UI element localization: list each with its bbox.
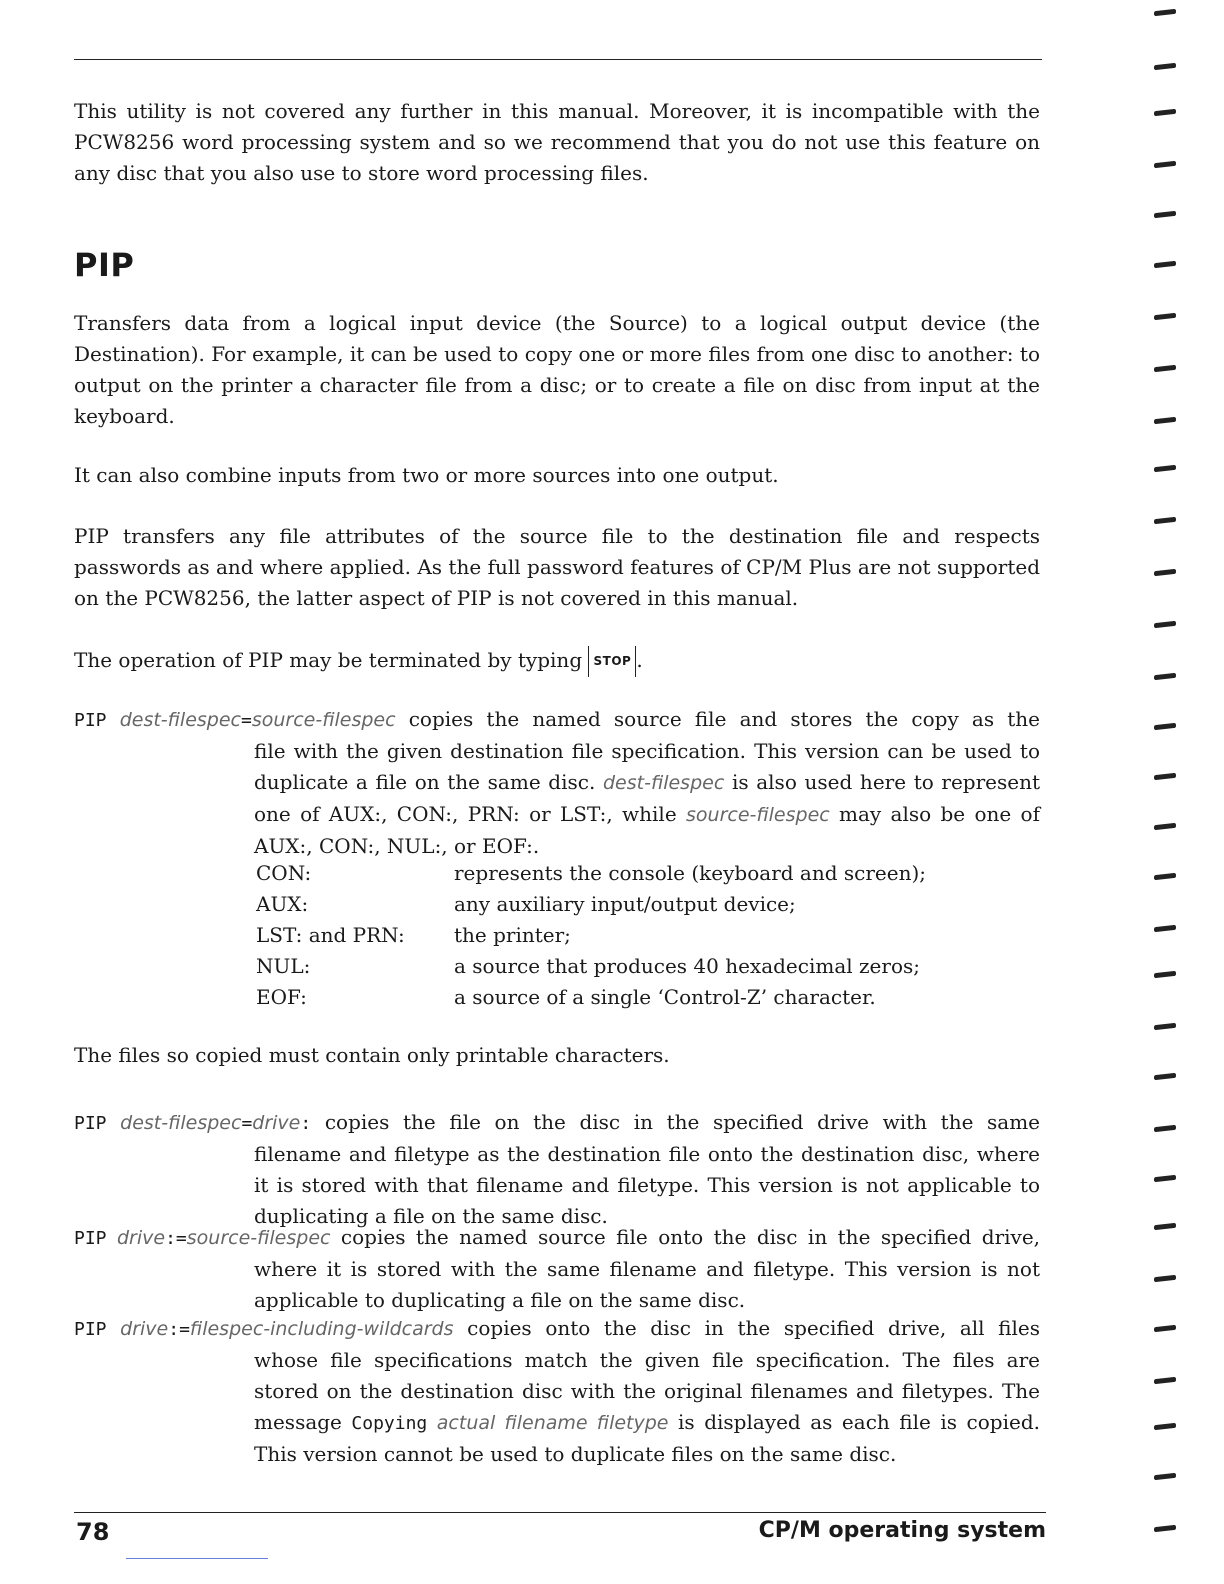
- terminate-text: The operation of PIP may be terminated by typing: [74, 648, 583, 672]
- command-description: whose file specifications match the given file specification. The files are stored on the destination disc with the original filenames and filetypes. The message: [254, 1348, 1040, 1434]
- command-description-start: copies the named source file onto the disc in the specified drive,: [340, 1225, 1041, 1249]
- command-description-sources: may also be one of AUX:, CON:, NUL:, or EOF:.: [254, 802, 1040, 858]
- command-description-start: copies the named source file and stores the copy as the: [408, 707, 1041, 731]
- command-keyword: PIP: [74, 1228, 107, 1249]
- device-row: [256, 858, 1036, 889]
- assign-symbol: =: [240, 710, 252, 731]
- argument-drive: drive: [252, 1112, 301, 1134]
- argument-source-filespec: source-filespec: [186, 1227, 331, 1249]
- pip-description: Transfers data from a logical input device (the Source) to a logical output device (the Destination). For example, it can be used to copy one or more files from one disc to another: to output on the printer a character file from a disc; or to create a file on disc from input at the keyboard.: [74, 311, 1040, 428]
- assign-symbol: :=: [168, 1319, 190, 1340]
- scan-line: [126, 1558, 268, 1559]
- footer-title: CP/M operating system: [758, 1518, 1046, 1543]
- command-description: file with the given destination file specification. This version can be used to duplicate a file on the same disc.: [254, 739, 1040, 794]
- argument-drive: drive: [116, 1227, 166, 1249]
- argument-filespec-wildcards: filespec-including-wildcards: [189, 1318, 454, 1340]
- attributes-paragraph: PIP transfers any file attributes of the source file to the destination file and respects passwords as and where applied. As the full password features of CP/M Plus are not supported on the PCW8256, the latter aspect of PIP is not covered in this manual.: [74, 524, 1040, 610]
- command-description-start: copies the file on the disc in the specified drive with the same: [324, 1110, 1041, 1134]
- terminate-end: .: [636, 648, 643, 672]
- device-row: [256, 951, 1036, 982]
- argument-actual-filename: actual filename filetype: [436, 1412, 669, 1434]
- device-row: [256, 920, 1036, 951]
- bottom-rule: [74, 1512, 1046, 1513]
- drive-colon: :: [300, 1113, 312, 1134]
- device-description: any auxiliary input/output device;: [454, 892, 796, 916]
- terminate-paragraph: [74, 645, 1040, 677]
- device-list: [256, 858, 1036, 1013]
- argument-drive: drive: [120, 1318, 169, 1340]
- argument-dest-filespec: dest-filespec: [120, 1112, 242, 1134]
- printable-note: The files so copied must contain only printable characters.: [74, 1043, 670, 1067]
- stop-key: STOP: [588, 646, 636, 677]
- device-name: LST: and PRN:: [256, 923, 405, 947]
- argument-source-filespec: source-filespec: [251, 709, 396, 731]
- device-name: CON:: [256, 861, 312, 885]
- command-description: where it is stored with the same filename and filetype. This version is not applicable to duplicating a file on the same disc.: [254, 1257, 1040, 1312]
- command-dest-drive: [74, 1107, 1040, 1232]
- device-description: the printer;: [454, 923, 571, 947]
- top-rule: [74, 59, 1042, 60]
- device-description: a source that produces 40 hexadecimal zeros;: [454, 954, 920, 978]
- device-row: [256, 889, 1036, 920]
- device-name: EOF:: [256, 985, 307, 1009]
- command-description-start: copies onto the disc in the specified drive, all files: [467, 1316, 1040, 1340]
- command-dest-source: [74, 704, 1040, 862]
- device-row: [256, 982, 1036, 1013]
- argument-dest-filespec: dest-filespec: [119, 709, 241, 731]
- assign-symbol: =: [241, 1113, 253, 1134]
- copying-message: Copying: [351, 1413, 428, 1434]
- command-description-devices: is also used here to represent one of AUX:, CON:, PRN: or LST:, while: [254, 770, 1041, 826]
- argument-source-filespec-ref: source-filespec: [686, 804, 830, 826]
- section-title: PIP: [74, 246, 135, 284]
- command-drive-source: [74, 1222, 1040, 1316]
- device-name: NUL:: [256, 954, 311, 978]
- device-description: represents the console (keyboard and screen);: [454, 861, 926, 885]
- device-description: a source of a single ‘Control-Z’ character.: [454, 985, 876, 1009]
- intro-paragraph: This utility is not covered any further in this manual. Moreover, it is incompatible with the PCW8256 word processing system and so we recommend that you do not use this feature on any disc that you also use to store word processing files.: [74, 99, 1040, 185]
- page-number: 78: [76, 1518, 110, 1546]
- page-edge-marks: [1150, 0, 1190, 1584]
- assign-symbol: :=: [165, 1228, 187, 1249]
- device-name: AUX:: [256, 892, 309, 916]
- command-drive-wildcards: [74, 1313, 1040, 1470]
- command-description: filename and filetype as the destination file onto the destination disc, where it is stored with that filename and filetype. This version is not applicable to duplicating a file on the same disc.: [254, 1142, 1040, 1228]
- combine-paragraph: It can also combine inputs from two or more sources into one output.: [74, 463, 779, 487]
- command-keyword: PIP: [74, 1113, 107, 1134]
- argument-dest-filespec-ref: dest-filespec: [602, 772, 725, 794]
- command-description-end: is displayed as each file is copied. This version cannot be used to duplicate files on the same disc.: [254, 1410, 1040, 1466]
- command-keyword: PIP: [74, 710, 107, 731]
- command-keyword: PIP: [74, 1319, 107, 1340]
